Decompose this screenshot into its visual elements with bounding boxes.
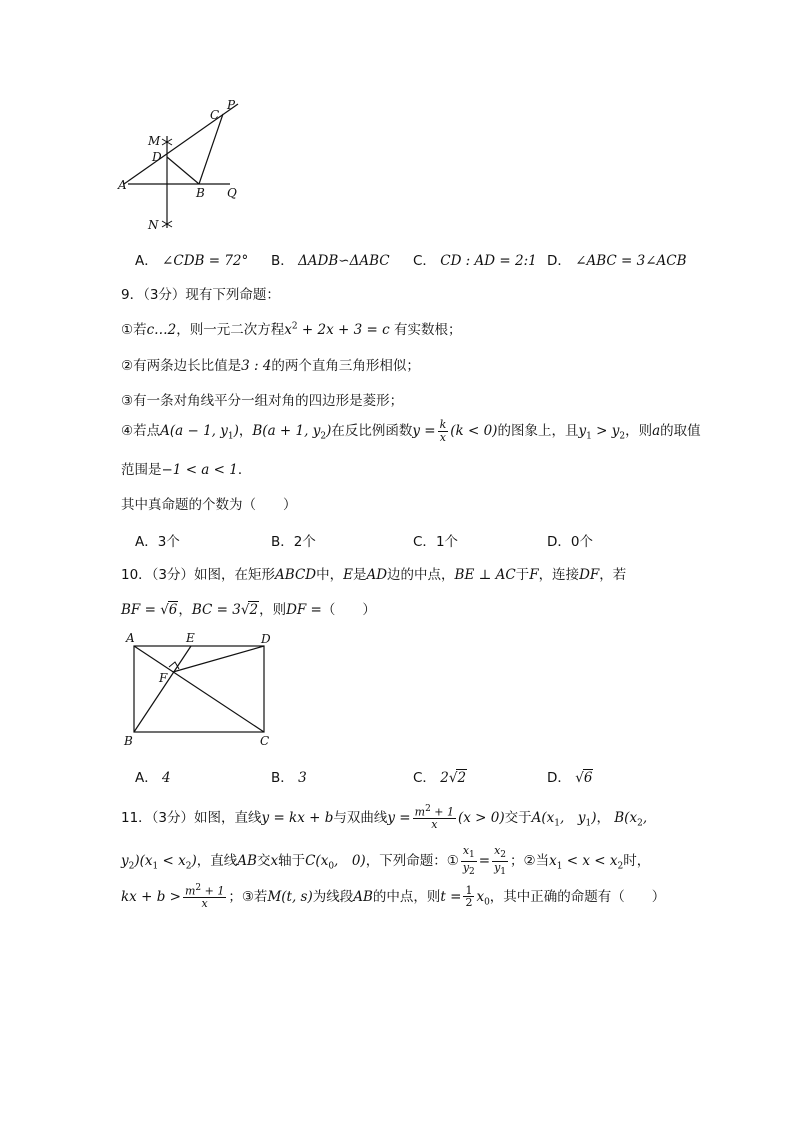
diagonal-AC	[134, 646, 264, 732]
q9-proposition-4-cont: 范围是−1 < a < 1．	[121, 462, 252, 478]
q10-stem-line-2: BF = √6，BC = 3√2，则DF =（ ）	[121, 602, 376, 618]
q9-proposition-2: ②有两条边长比值是3 : 4的两个直角三角形相似；	[121, 358, 420, 374]
q8-option-a[interactable]: A． ∠CDB = 72°	[135, 253, 249, 269]
label-A: A	[126, 631, 135, 645]
q8-option-d[interactable]: D． ∠ABC = 3∠ACB	[547, 253, 687, 269]
label-N: N	[148, 218, 159, 232]
label-C: C	[260, 734, 270, 748]
label-E: E	[186, 631, 195, 645]
q9-option-b[interactable]: B．2个	[271, 534, 316, 550]
q9-option-c[interactable]: C．1个	[413, 534, 459, 550]
label-A: A	[118, 178, 127, 192]
q9-stem: 9．（3分）现有下列命题：	[121, 287, 280, 303]
q11-stem-line-2: $y_2)(x_1 < x_2)$，直线AB交x轴于$C(x_0$, 0)，下列命题：① $\frac{x_1}{y_2}$ = $\frac{x_2}{y_1}$ ；②当$x_1 < x < x_2$时，	[121, 844, 651, 877]
label-P: P	[227, 98, 236, 112]
q8-figure	[110, 92, 260, 242]
segment-BE	[134, 646, 191, 732]
q10-option-a[interactable]: A． 4	[135, 770, 171, 786]
q10-option-d[interactable]: D． √6	[547, 770, 593, 786]
label-D: D	[261, 632, 271, 646]
label-B: B	[196, 186, 205, 200]
segment-DB	[167, 157, 199, 184]
q11-stem-line-3: kx + b > $\frac{m^2 + 1}{x}$ ；③若M(t, s)为线段AB的中点，则t = $\frac{1}{2}$ $x_0$，其中正确的命题有（ ）	[121, 883, 666, 911]
label-Q: Q	[227, 186, 237, 200]
label-D: D	[152, 150, 162, 164]
q8-option-c[interactable]: C． CD : AD = 2:1	[413, 253, 537, 269]
label-B: B	[124, 734, 133, 748]
q9-proposition-4: ④若点A(a − 1, $y_1$)，B(a + 1, $y_2$)在反比例函数y = $\frac{k}{x}$ (k < 0)的图象上，且$y_1 > y_2$，则a的取值	[121, 418, 701, 444]
label-C: C	[210, 108, 220, 122]
q9-proposition-3: ③有一条对角线平分一组对角的四边形是菱形；	[121, 393, 404, 409]
q10-option-b[interactable]: B． 3	[271, 770, 307, 786]
line-AP	[124, 104, 238, 184]
q9-option-a[interactable]: A．3个	[135, 534, 180, 550]
q10-option-c[interactable]: C． 2√2	[413, 770, 467, 786]
q9-question: 其中真命题的个数为（ ）	[121, 497, 297, 513]
label-F: F	[159, 671, 168, 685]
label-M: M	[148, 134, 161, 148]
q10-figure	[118, 628, 283, 750]
right-angle-mark	[169, 662, 179, 669]
q9-proposition-1: ①若c…2，则一元二次方程$x^2 + 2x + 3 = c$ 有实数根；	[121, 321, 462, 338]
q10-stem-line-1: 10．（3分）如图，在矩形ABCD中，E是AD边的中点，BE ⊥ AC于F，连接DF，若	[121, 567, 627, 583]
q9-option-d[interactable]: D．0个	[547, 534, 593, 550]
q11-stem-line-1: 11．（3分）如图，直线y = kx + b与双曲线y = $\frac{m^2 + 1}{x}$ (x > 0)交于$A(x_1$, $y_1$)， $B(x_2$,	[121, 804, 648, 832]
segment-BC	[199, 114, 223, 184]
segment-DF	[173, 646, 264, 672]
q8-option-b[interactable]: B． ΔADB∽ΔABC	[271, 253, 390, 269]
